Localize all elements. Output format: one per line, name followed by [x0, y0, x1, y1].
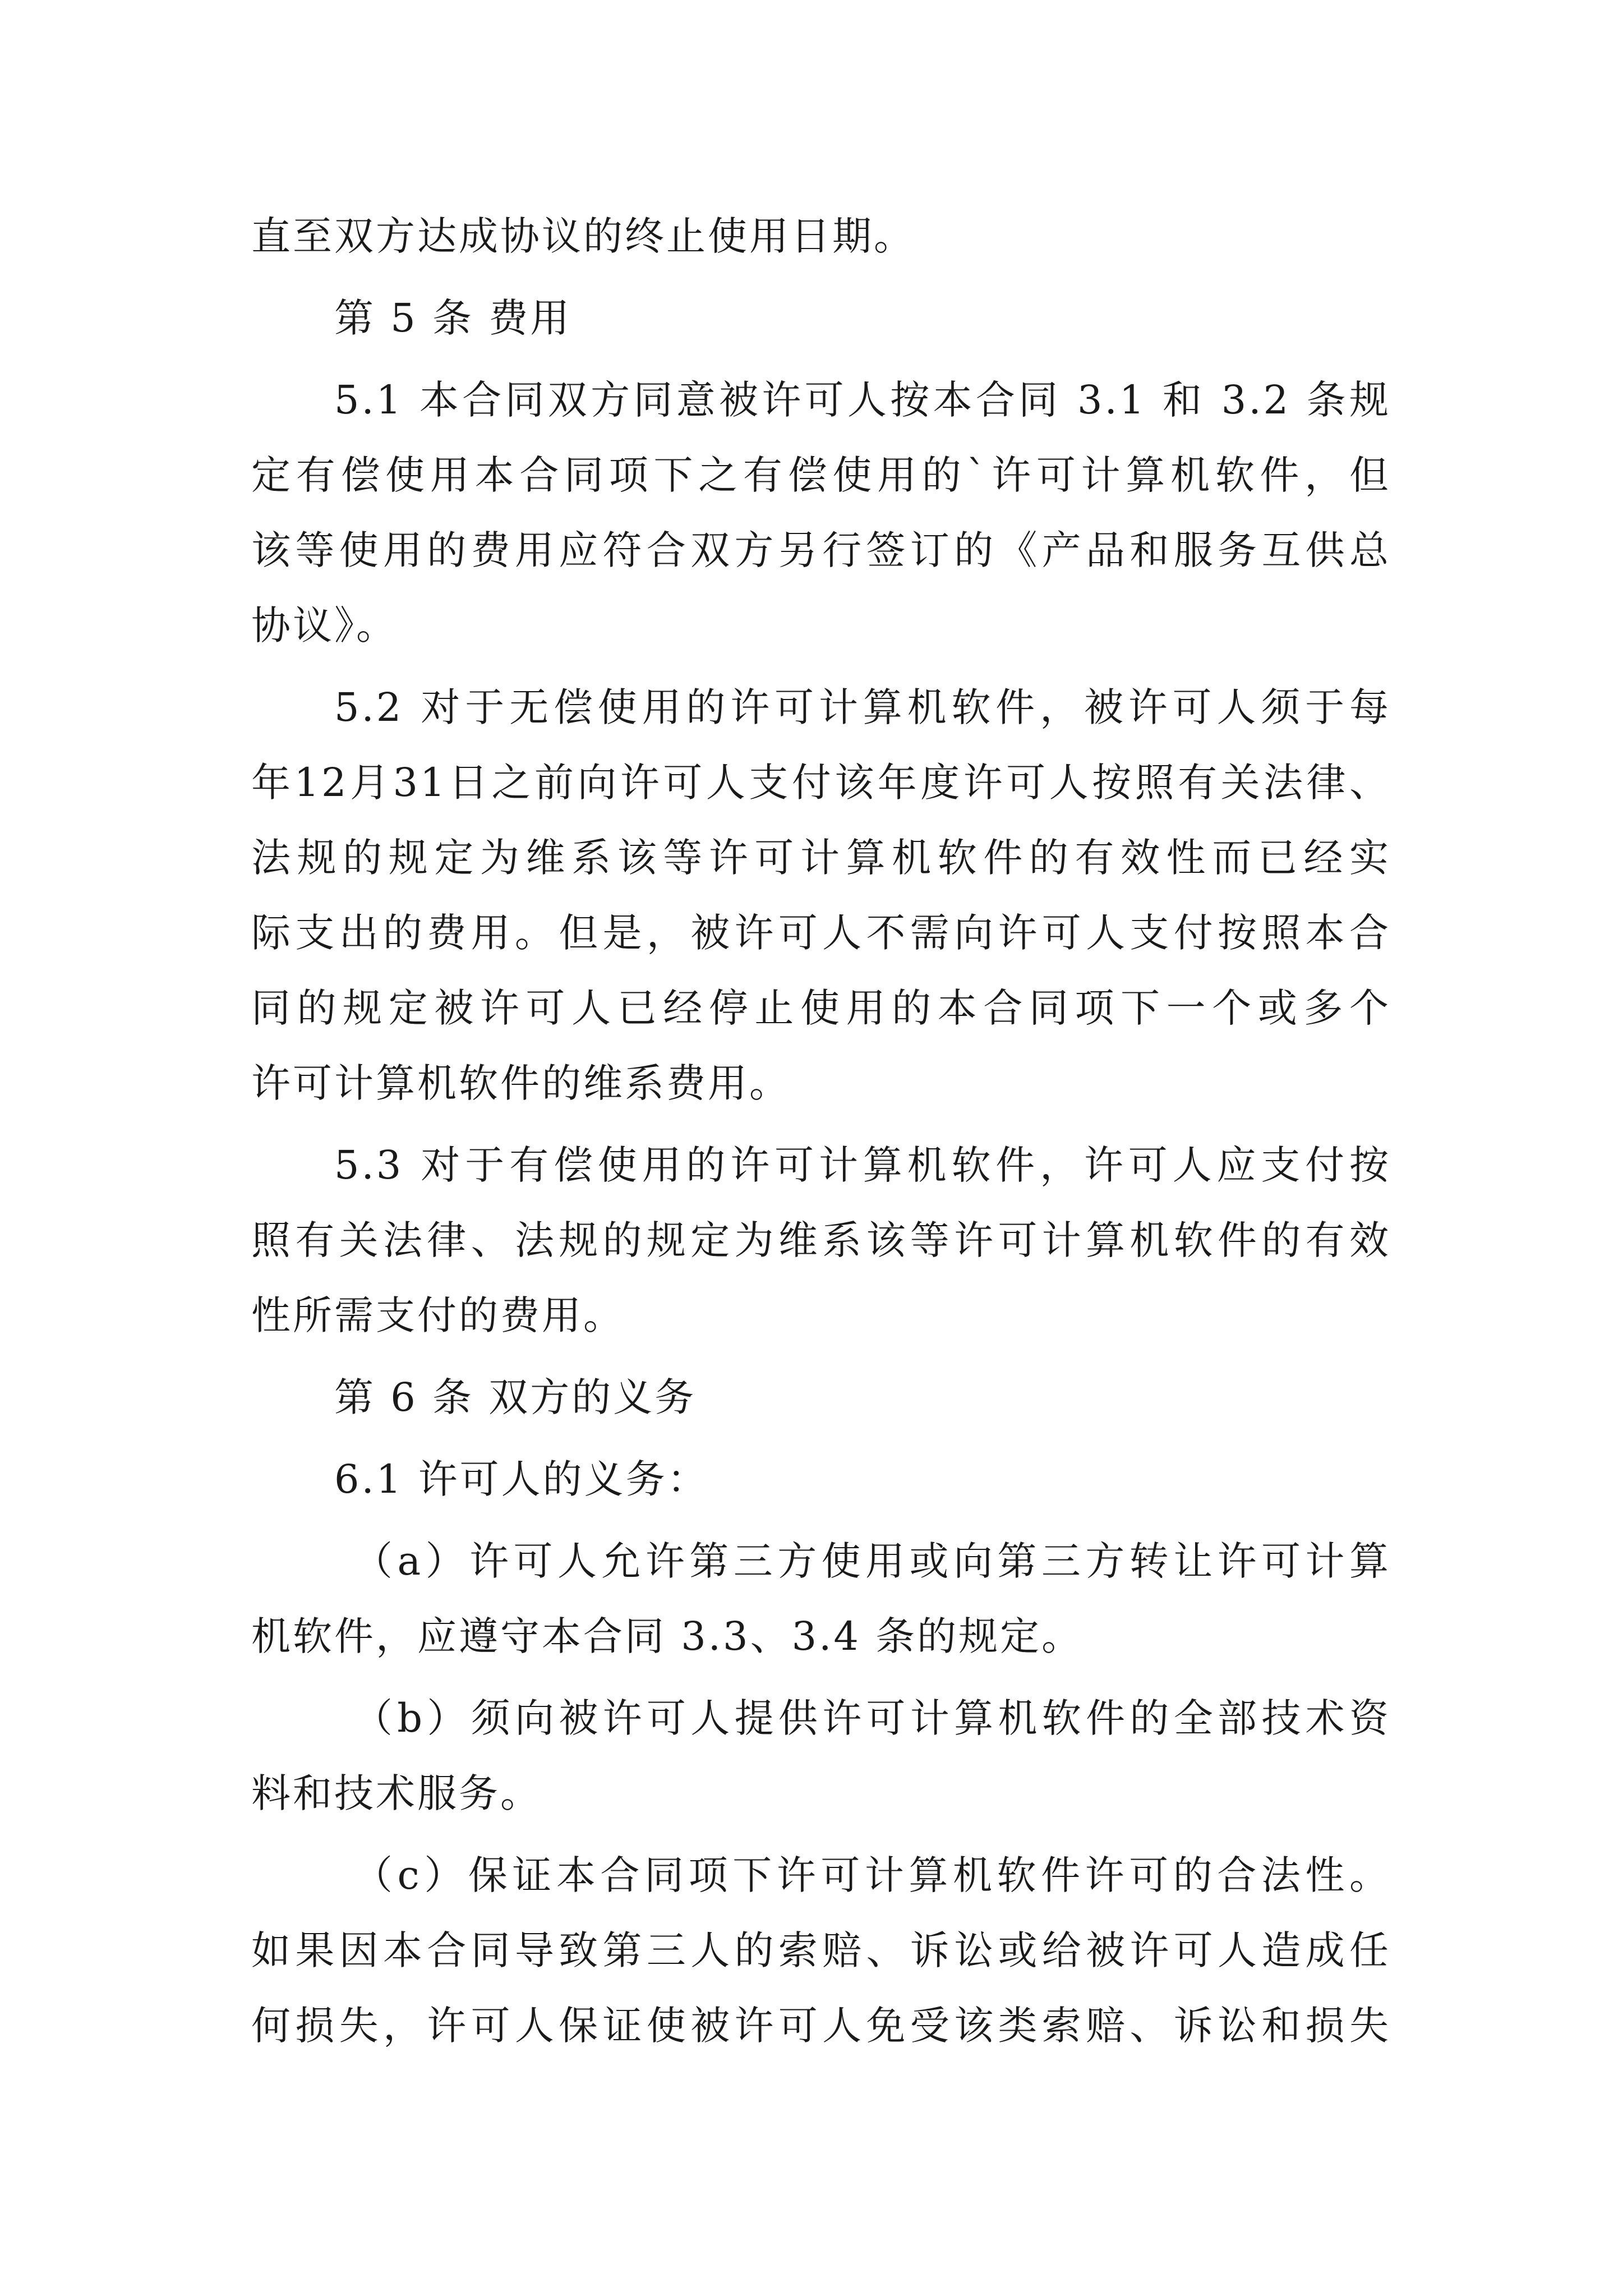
clause-5-1-line: 5.1 本合同双方同意被许可人按本合同 3.1 和 3.2 条规: [334, 377, 1391, 423]
text-line: 直至双方达成协议的终止使用日期。: [251, 213, 915, 259]
clause-5-2-line: 同的规定被许可人已经停止使用的本合同项下一个或多个: [251, 985, 1391, 1031]
clause-5-3-line: 性所需支付的费用。: [251, 1292, 625, 1338]
clause-5-2-line: 法规的规定为维系该等许可计算机软件的有效性而已经实: [251, 835, 1391, 881]
item-c-line: 何损失，许可人保证使被许可人免受该类索赔、诉讼和损失: [251, 2003, 1391, 2049]
item-c-line: 如果因本合同导致第三人的索赔、诉讼或给被许可人造成任: [251, 1927, 1391, 1973]
clause-5-2-line: 际支出的费用。但是，被许可人不需向许可人支付按照本合: [251, 910, 1391, 956]
section-heading-5: 第 5 条 费用: [334, 295, 572, 341]
clause-5-3-line: 照有关法律、法规的规定为维系该等许可计算机软件的有效: [251, 1217, 1391, 1263]
item-c-line: （c）保证本合同项下许可计算机软件许可的合法性。: [353, 1852, 1391, 1898]
clause-5-1-line: 协议》。: [251, 602, 398, 648]
item-a-line: （a）许可人允许第三方使用或向第三方转让许可计算: [353, 1538, 1391, 1584]
clause-5-3-line: 5.3 对于有偿使用的许可计算机软件，许可人应支付按: [334, 1142, 1391, 1188]
item-b-line: （b）须向被许可人提供许可计算机软件的全部技术资: [353, 1695, 1391, 1741]
clause-5-2-line: 5.2 对于无偿使用的许可计算机软件，被许可人须于每: [334, 684, 1391, 730]
item-a-line: 机软件，应遵守本合同 3.3、3.4 条的规定。: [251, 1613, 1083, 1659]
section-heading-6: 第 6 条 双方的义务: [334, 1374, 697, 1420]
clause-5-1-line: 该等使用的费用应符合双方另行签订的《产品和服务互供总: [251, 527, 1391, 573]
clause-5-2-line: 年12月31日之前向许可人支付该年度许可人按照有关法律、: [251, 760, 1391, 806]
clause-5-1-line: 定有偿使用本合同项下之有偿使用的`许可计算机软件，但: [251, 452, 1391, 498]
clause-6-1-heading: 6.1 许可人的义务：: [334, 1456, 709, 1502]
clause-5-2-line: 许可计算机软件的维系费用。: [251, 1060, 791, 1106]
item-b-line: 料和技术服务。: [251, 1770, 542, 1816]
